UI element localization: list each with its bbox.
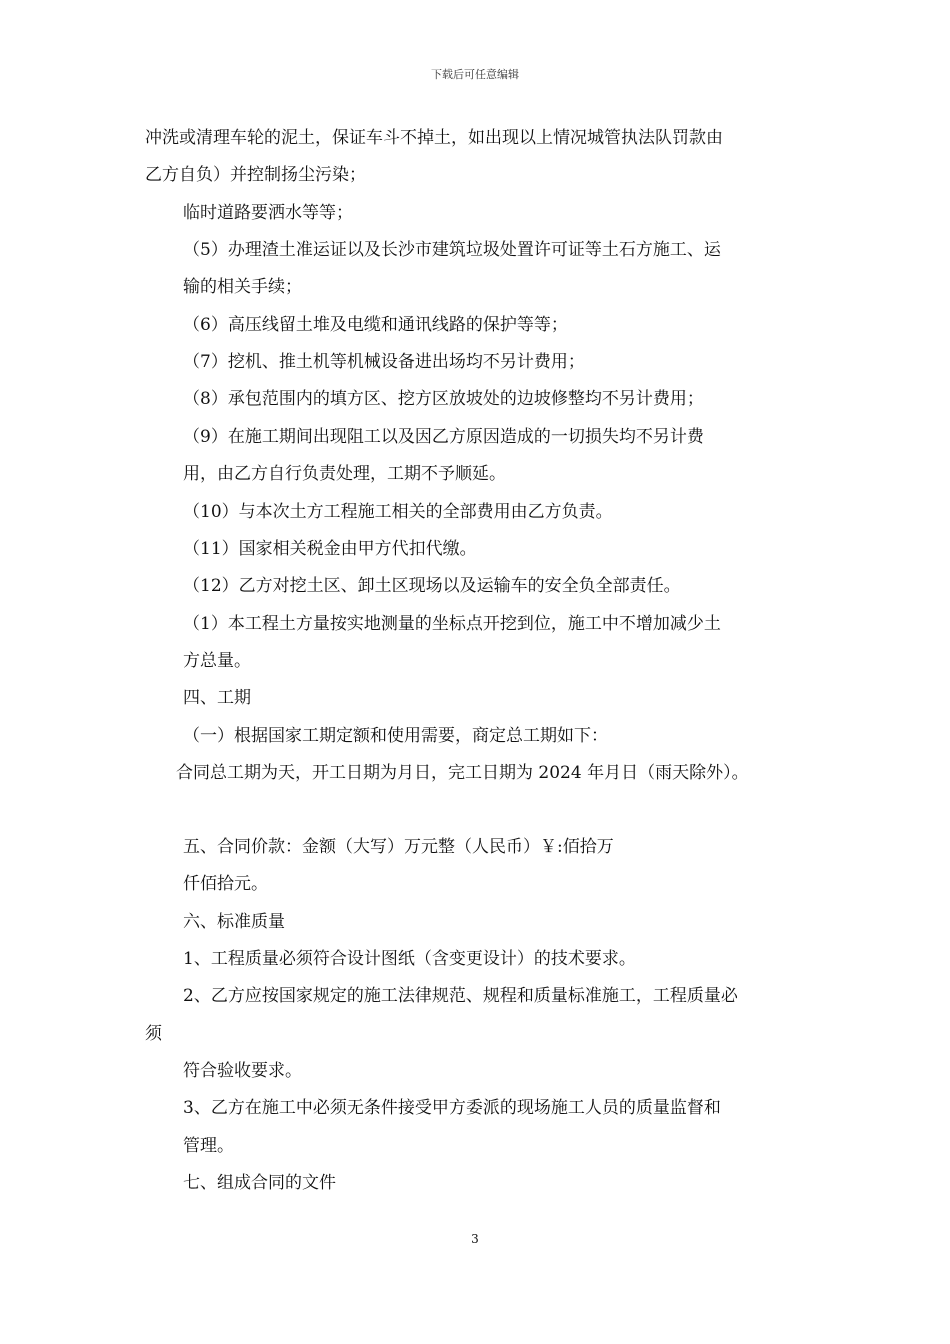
text-line: 须 [145, 1024, 162, 1044]
text-line: （12）乙方对挖土区、卸土区现场以及运输车的安全负全部责任。 [183, 576, 681, 596]
page-header: 下载后可任意编辑 [431, 68, 519, 81]
text-line: （11）国家相关税金由甲方代扣代缴。 [183, 539, 477, 559]
text-line: （10）与本次土方工程施工相关的全部费用由乙方负责。 [183, 502, 613, 522]
text-line: 2、乙方应按国家规定的施工法律规范、规程和质量标准施工，工程质量必 [183, 986, 738, 1006]
text-line: 合同总工期为天，开工日期为月日，完工日期为 2024 年月日（雨天除外）。 [176, 763, 749, 783]
text-line: 冲洗或清理车轮的泥土，保证车斗不掉土，如出现以上情况城管执法队罚款由 [145, 128, 723, 148]
section-heading: 五、合同价款：金额（大写）万元整（人民币）￥:佰拾万 [183, 837, 614, 857]
text-line: （5）办理渣土准运证以及长沙市建筑垃圾处置许可证等土石方施工、运 [183, 240, 721, 260]
text-line: （6）高压线留土堆及电缆和通讯线路的保护等等； [183, 315, 568, 335]
text-line: 仟佰拾元。 [183, 874, 268, 894]
text-line: 符合验收要求。 [183, 1061, 302, 1081]
text-line: 乙方自负）并控制扬尘污染； [145, 165, 366, 185]
text-line: 输的相关手续； [183, 277, 302, 297]
section-heading: 七、组成合同的文件 [183, 1173, 336, 1193]
text-line: （1）本工程土方量按实地测量的坐标点开挖到位，施工中不增加减少土 [183, 614, 721, 634]
text-line: 临时道路要洒水等等； [183, 203, 353, 223]
text-line: 方总量。 [183, 651, 251, 671]
text-line: 3、乙方在施工中必须无条件接受甲方委派的现场施工人员的质量监督和 [183, 1098, 721, 1118]
text-line: 管理。 [183, 1136, 234, 1156]
text-line: （8）承包范围内的填方区、挖方区放坡处的边坡修整均不另计费用； [183, 389, 704, 409]
text-line: （7）挖机、推土机等机械设备进出场均不另计费用； [183, 352, 585, 372]
text-line: （一）根据国家工期定额和使用需要，商定总工期如下： [183, 726, 608, 746]
text-line: 1、工程质量必须符合设计图纸（含变更设计）的技术要求。 [183, 949, 636, 969]
section-heading: 六、标准质量 [183, 912, 285, 932]
section-heading: 四、工期 [183, 688, 251, 708]
page-number: 3 [471, 1232, 479, 1246]
text-line: （9）在施工期间出现阻工以及因乙方原因造成的一切损失均不另计费 [183, 427, 704, 447]
text-line: 用，由乙方自行负责处理，工期不予顺延。 [183, 464, 506, 484]
